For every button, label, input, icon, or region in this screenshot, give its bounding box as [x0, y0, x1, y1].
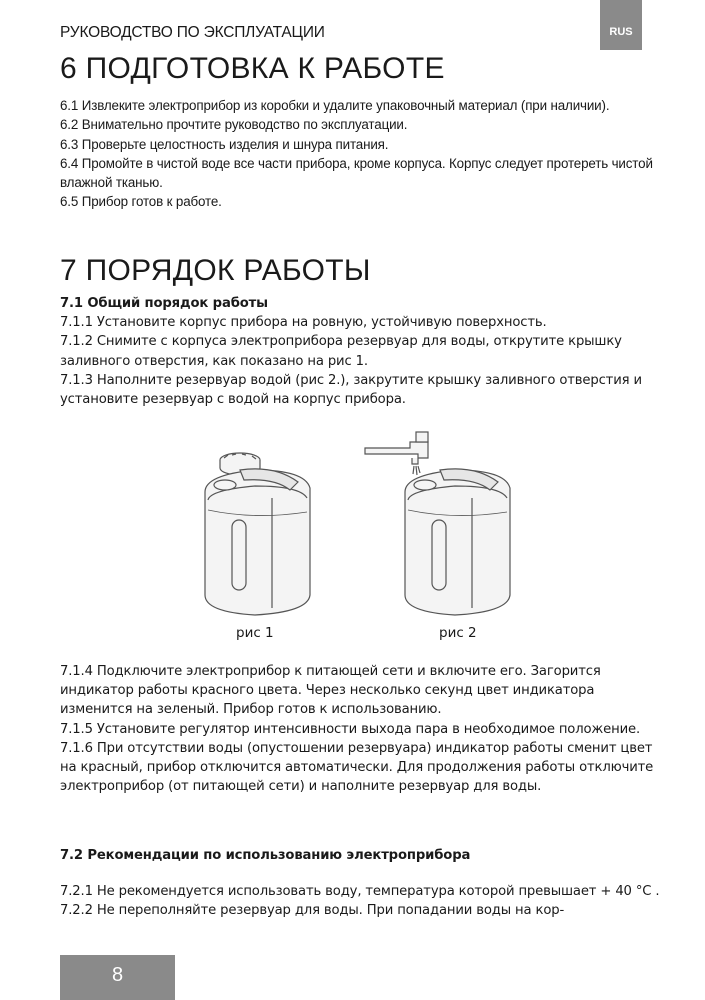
- manual-header-title: РУКОВОДСТВО ПО ЭКСПЛУАТАЦИИ: [60, 24, 325, 41]
- faucet-icon: [365, 432, 428, 475]
- list-item: 7.1.6 При отсутствии воды (опустошении резервуара) индикатор работы сменит цвет на красный, прибор отключится автоматически. Для продолжения работы отключите электроприбор (от питающей сети) и наполните резервуар для воды.: [60, 740, 654, 795]
- subsection-7-2-title: 7.2 Рекомендации по использованию электроприбора: [60, 848, 471, 863]
- humidifier-body-icon: [205, 469, 310, 615]
- list-item: 7.2.2 Не переполняйте резервуар для воды. При попадании воды на кор-: [60, 903, 565, 919]
- figure-2-caption: рис 2: [439, 625, 477, 641]
- list-item: 7.1.5 Установите регулятор интенсивности выхода пара в необходимое положение.: [60, 721, 641, 737]
- language-tab: RUS: [600, 0, 642, 50]
- section-6-body: [60, 96, 660, 212]
- list-item: 7.2.1 Не рекомендуется использовать воду, температура которой превышает + 40 °C .: [60, 884, 660, 899]
- subsection-title: 7.1 Общий порядок работы: [60, 296, 268, 311]
- list-item: 6.4 Промойте в чистой воде все части прибора, кроме корпуса. Корпус следует протереть чистой влажной тканью.: [60, 155, 653, 191]
- humidifier-body-icon: [405, 469, 510, 615]
- figure-1-caption: рис 1: [236, 625, 274, 641]
- section-7-heading: 7 ПОРЯДОК РАБОТЫ: [60, 254, 371, 287]
- list-item: 7.1.1 Установите корпус прибора на ровную, устойчивую поверхность.: [60, 315, 547, 331]
- list-item: 6.5 Прибор готов к работе.: [60, 194, 222, 210]
- section-7-2-body: [60, 882, 660, 920]
- list-item: 7.1.3 Наполните резервуар водой (рис 2.), закрутите крышку заливного отверстия и установите резервуар с водой на корпус прибора.: [60, 372, 642, 408]
- list-item: 6.3 Проверьте целостность изделия и шнура питания.: [60, 136, 389, 152]
- section-6-heading: 6 ПОДГОТОВКА К РАБОТЕ: [60, 52, 445, 85]
- list-item: 7.1.4 Подключите электроприбор к питающей сети и включите его. Загорится индикатор работы красного цвета. Через несколько секунд цвет индикатора изменится на зеленый. Прибор готов к использованию.: [60, 664, 601, 718]
- list-item: 6.1 Извлеките электроприбор из коробки и удалите упаковочный материал (при наличии).: [60, 98, 610, 113]
- list-item: 6.2 Внимательно прочтите руководство по эксплуатации.: [60, 117, 408, 133]
- section-7-1-body: [60, 294, 660, 409]
- list-item: 7.1.2 Снимите с корпуса электроприбора резервуар для воды, открутите крышку заливного отверстия, как показано на рис 1.: [60, 334, 622, 369]
- section-7-1-continued: [60, 662, 660, 796]
- page-number: 8: [60, 955, 175, 1000]
- humidifier-illustration: [180, 420, 540, 660]
